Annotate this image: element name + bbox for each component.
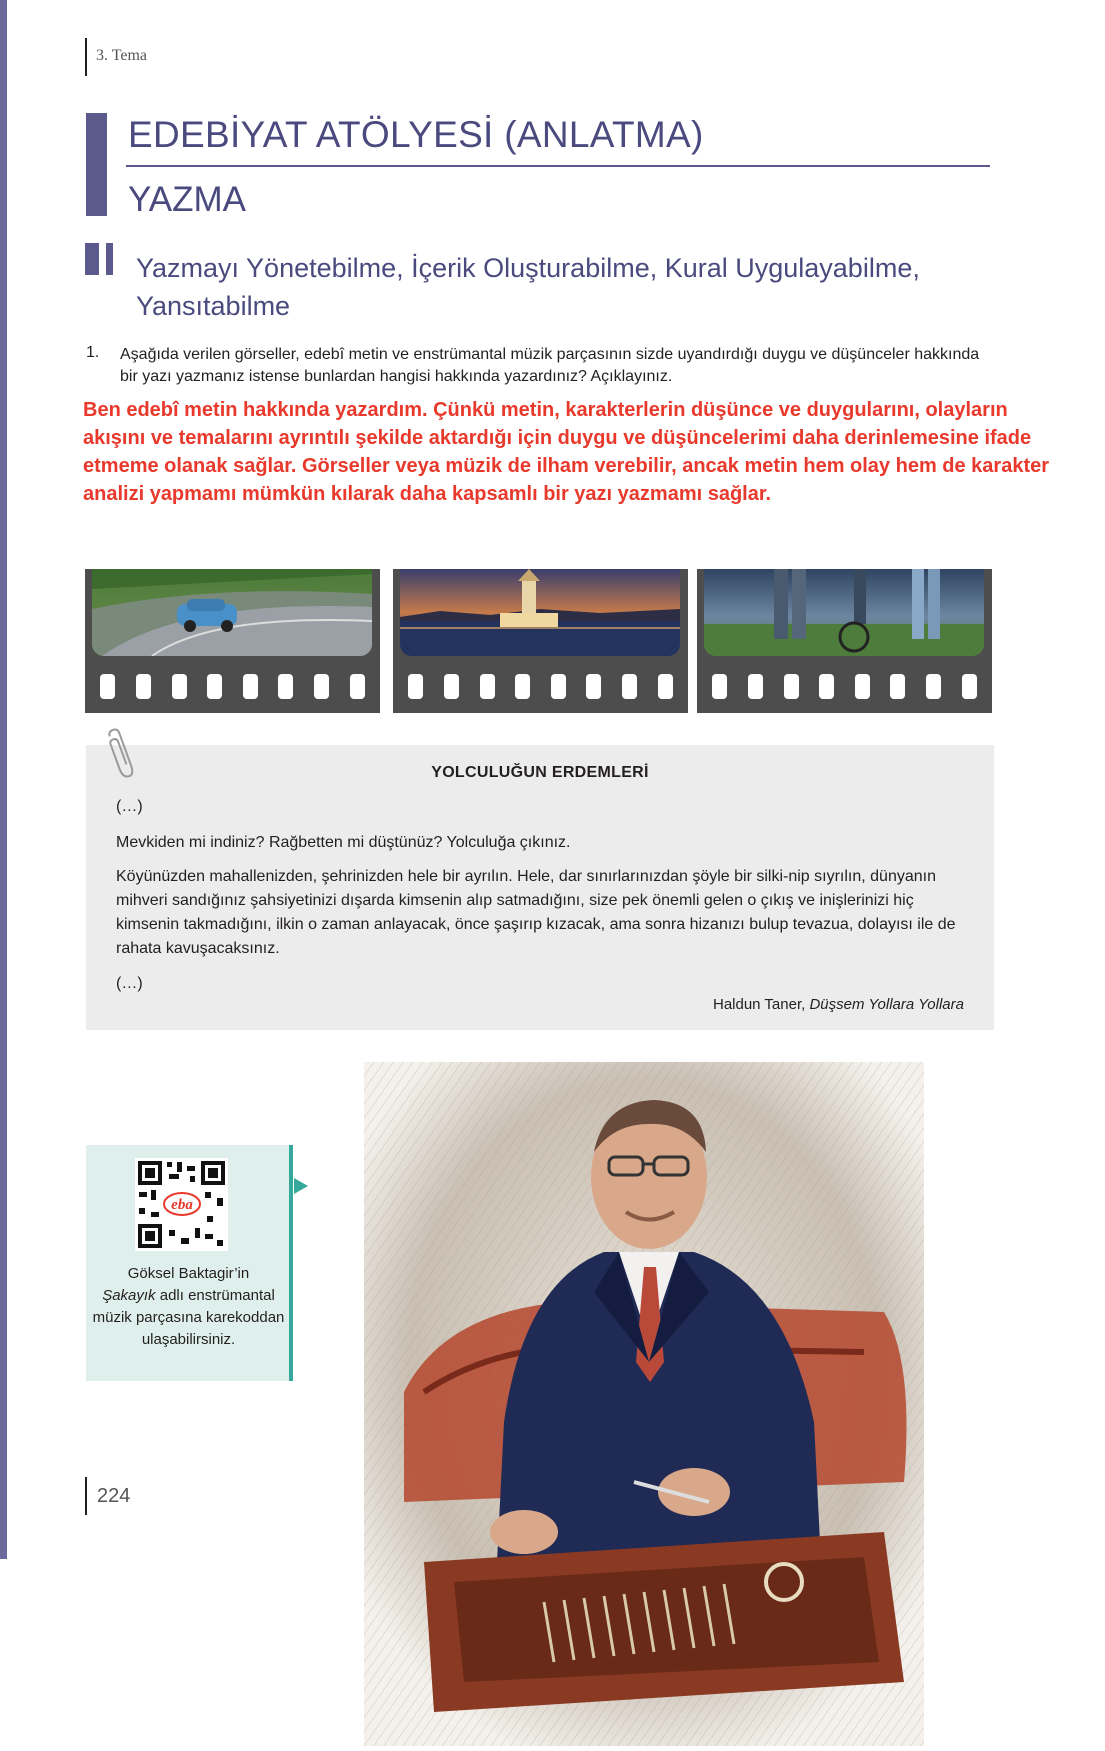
road-car-photo	[92, 569, 372, 656]
paperclip-icon	[108, 727, 138, 788]
question-number: 1.	[86, 344, 100, 361]
reading-attribution	[713, 996, 964, 1013]
theme-label: 3. Tema	[96, 47, 148, 64]
page-number: 224	[97, 1485, 131, 1507]
musician-portrait-illustration	[364, 1062, 924, 1746]
film-perforations	[697, 674, 992, 699]
film-strip-road	[85, 569, 380, 713]
wheelchair-photo	[704, 569, 984, 656]
title-accent-bar	[86, 113, 107, 216]
header-divider	[85, 38, 87, 76]
work-title: Düşsem Yollara Yollara	[809, 996, 964, 1013]
section-heading: Yazmayı Yönetebilme, İçerik Oluşturabilme, Kural Uygulayabilme, Yansıtabilme	[136, 253, 920, 321]
footer-divider	[85, 1477, 87, 1515]
title-rule	[126, 165, 990, 167]
play-arrow-icon	[294, 1178, 308, 1194]
reading-text-box	[86, 745, 994, 1030]
film-strip-wheelchair	[697, 569, 992, 713]
film-strip-tower	[393, 569, 688, 713]
ellipsis-end: (…)	[116, 975, 143, 992]
qr-caption	[86, 1263, 291, 1351]
answer-text: Ben edebî metin hakkında yazardım. Çünkü metin, karakterlerin düşünce ve duygularını, olayların akışını ve temalarını ayrıntılı şekilde aktardığı için duygu ve düşüncelerimi daha derinlemesine ifade etmeme olanak sağlar. Görseller veya müzik de ilham verebilir, ancak metin hem olay hem de karakter analizi yapmamı mümkün kılarak daha kapsamlı bir yazı yazmamı sağlar.	[83, 399, 1050, 505]
reading-paragraph-2: Köyünüzden mahallenizden, şehrinizden hele bir ayrılın. Hele, dar sınırlarınızdan şöyle bir silki-nip sıyrılın, dünyanın mihveri sandığınız şahsiyetinizi dışarda kimsenin alıp satmadığını, size pek önemli gelen o çıkış ve inişlerinizi hiç kimsenin takmadığını, ilkin o zaman anlayacak, önce şaşırıp kızacak, ama sonra hizanızı bulup tevazua, dolayısı ile de rahata kavuşacaksınız.	[116, 868, 956, 957]
page-subtitle: YAZMA	[128, 180, 246, 219]
page-title: EDEBİYAT ATÖLYESİ (ANLATMA)	[128, 114, 704, 155]
qr-code[interactable]	[135, 1158, 228, 1251]
film-perforations	[85, 674, 380, 699]
section-marker-icon-thin	[106, 243, 113, 275]
film-perforations	[393, 674, 688, 699]
ellipsis-start: (…)	[116, 798, 143, 815]
qr-logo-text: eba	[171, 1197, 193, 1213]
section-marker-icon	[85, 243, 99, 275]
page-edge-stripe	[0, 0, 7, 1559]
author-name: Haldun Taner,	[712, 996, 810, 1013]
question-text: Aşağıda verilen görseller, edebî metin ve enstrümantal müzik parçasının sizde uyandırdığı duygu ve düşünceler hakkında bir yazı yazmanız istense bunlardan hangisi hakkında yazardınız? Açıklayınız.	[120, 346, 980, 385]
reading-paragraph-1: Mevkiden mi indiniz? Rağbetten mi düştünüz? Yolculuğa çıkınız.	[116, 834, 571, 851]
qr-caption-piece: Şakayık	[102, 1287, 156, 1304]
qr-caption-line1: Göksel Baktagir’in	[127, 1265, 250, 1282]
qr-caption-rest: adlı enstrümantal müzik parçasına karekoddan ulaşabilirsiniz.	[92, 1287, 285, 1348]
reading-title: YOLCULUĞUN ERDEMLERİ	[431, 764, 649, 781]
maidens-tower-photo	[400, 569, 680, 656]
